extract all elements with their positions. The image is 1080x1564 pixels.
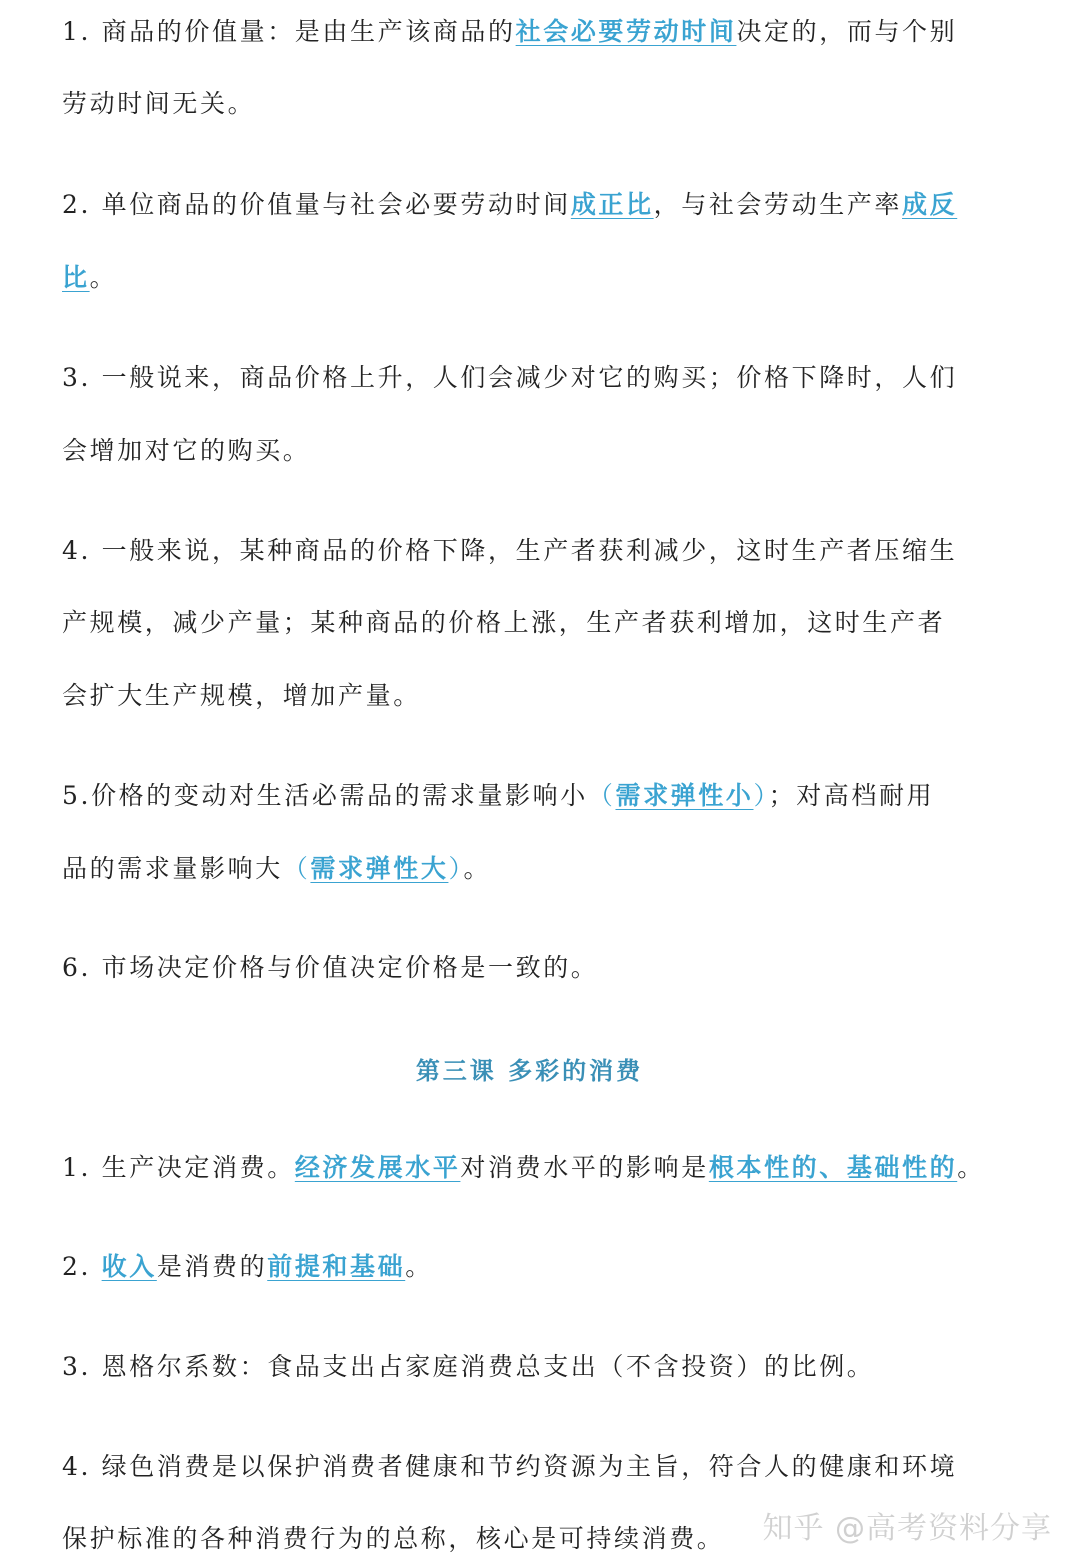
- item-number: 5.: [62, 781, 92, 810]
- item-text: ，与社会劳动生产率: [653, 190, 903, 219]
- item-text: 。: [957, 1153, 985, 1182]
- item-number: 4.: [62, 536, 92, 565]
- keyword-highlight: 社会必要劳动时间: [515, 17, 737, 46]
- item-number: 2.: [62, 190, 92, 219]
- item-text: 一般说来，商品价格上升，人们会减少对它的购买；价格下降时，人们: [101, 363, 958, 392]
- item-text: 对消费水平的影响是: [460, 1153, 709, 1182]
- item-3-line-1: [62, 361, 957, 395]
- s2-item-4-line-1: [62, 1450, 957, 1484]
- section-title: 第三课 多彩的消费: [415, 1057, 644, 1085]
- keyword-highlight: 前提和基础: [267, 1252, 406, 1281]
- item-text: 商品的价值量：是由生产该商品的: [101, 17, 516, 46]
- item-1-line-2: [62, 87, 255, 121]
- s2-item-2-line-1: [62, 1250, 433, 1284]
- paren-open: （: [587, 781, 616, 810]
- item-text: 劳动时间无关。: [62, 89, 256, 118]
- item-4-line-3: [62, 679, 421, 713]
- item-text: 品的需求量影响大: [62, 854, 283, 883]
- item-6-line-1: [62, 951, 598, 985]
- item-text: 决定的，而与个别: [736, 17, 958, 46]
- item-text: 恩格尔系数：食品支出占家庭消费总支出（不含投资）的比例。: [101, 1352, 875, 1381]
- item-number: 2.: [62, 1252, 92, 1281]
- item-2-line-1: [62, 188, 957, 222]
- paren-close: ）: [448, 854, 464, 883]
- item-number: 1.: [62, 17, 92, 46]
- keyword-highlight: 经济发展水平: [294, 1153, 461, 1182]
- item-5-line-1: [62, 779, 934, 813]
- item-text: 生产决定消费。: [101, 1153, 295, 1182]
- keyword-highlight: 成正比: [570, 190, 654, 219]
- paren-open: （: [282, 854, 311, 883]
- item-text: ；对高档耐用: [768, 781, 935, 810]
- item-text: 一般来说，某种商品的价格下降，生产者获利减少，这时生产者压缩生: [101, 536, 958, 565]
- keyword-highlight: 需求弹性小: [615, 781, 754, 810]
- item-text: 绿色消费是以保护消费者健康和节约资源为主旨，符合人的健康和环境: [101, 1452, 958, 1481]
- item-3-line-2: [62, 434, 310, 468]
- item-number: 3.: [62, 1352, 92, 1381]
- item-text: 会增加对它的购买。: [62, 436, 311, 465]
- item-number: 3.: [62, 363, 92, 392]
- item-number: 4.: [62, 1452, 92, 1481]
- item-text: 产规模，减少产量；某种商品的价格上涨，生产者获利增加，这时生产者: [62, 608, 946, 637]
- item-text: 会扩大生产规模，增加产量。: [62, 681, 421, 710]
- item-text: 市场决定价格与价值决定价格是一致的。: [101, 953, 599, 982]
- s2-item-3-line-1: [62, 1350, 874, 1384]
- item-1-line-1: [62, 15, 957, 49]
- item-4-line-2: [62, 606, 945, 640]
- item-number: 1.: [62, 1153, 92, 1182]
- item-text: 保护标准的各种消费行为的总称，核心是可持续消费。: [62, 1524, 725, 1553]
- s2-item-1-line-1: [62, 1151, 985, 1185]
- item-text: 单位商品的价值量与社会必要劳动时间: [101, 190, 571, 219]
- s2-item-4-line-2: [62, 1522, 724, 1556]
- keyword-highlight: 成反: [902, 190, 958, 219]
- item-text: 。: [405, 1252, 433, 1281]
- item-4-line-1: [62, 534, 957, 568]
- zhihu-watermark: 知乎 @高考资料分享: [762, 1511, 1052, 1546]
- item-text: 。: [89, 263, 118, 292]
- keyword-highlight: 比: [62, 263, 90, 292]
- item-text: 是消费的: [156, 1252, 268, 1281]
- item-text: 价格的变动对生活必需品的需求量影响小: [91, 781, 588, 810]
- item-number: 6.: [62, 953, 92, 982]
- keyword-highlight: 根本性的、基础性的: [708, 1153, 958, 1182]
- paren-close: ）: [753, 781, 769, 810]
- item-text: 。: [463, 854, 492, 883]
- item-5-line-2: [62, 852, 491, 886]
- item-2-line-2: [62, 261, 117, 295]
- keyword-highlight: 收入: [101, 1252, 157, 1281]
- keyword-highlight: 需求弹性大: [310, 854, 449, 883]
